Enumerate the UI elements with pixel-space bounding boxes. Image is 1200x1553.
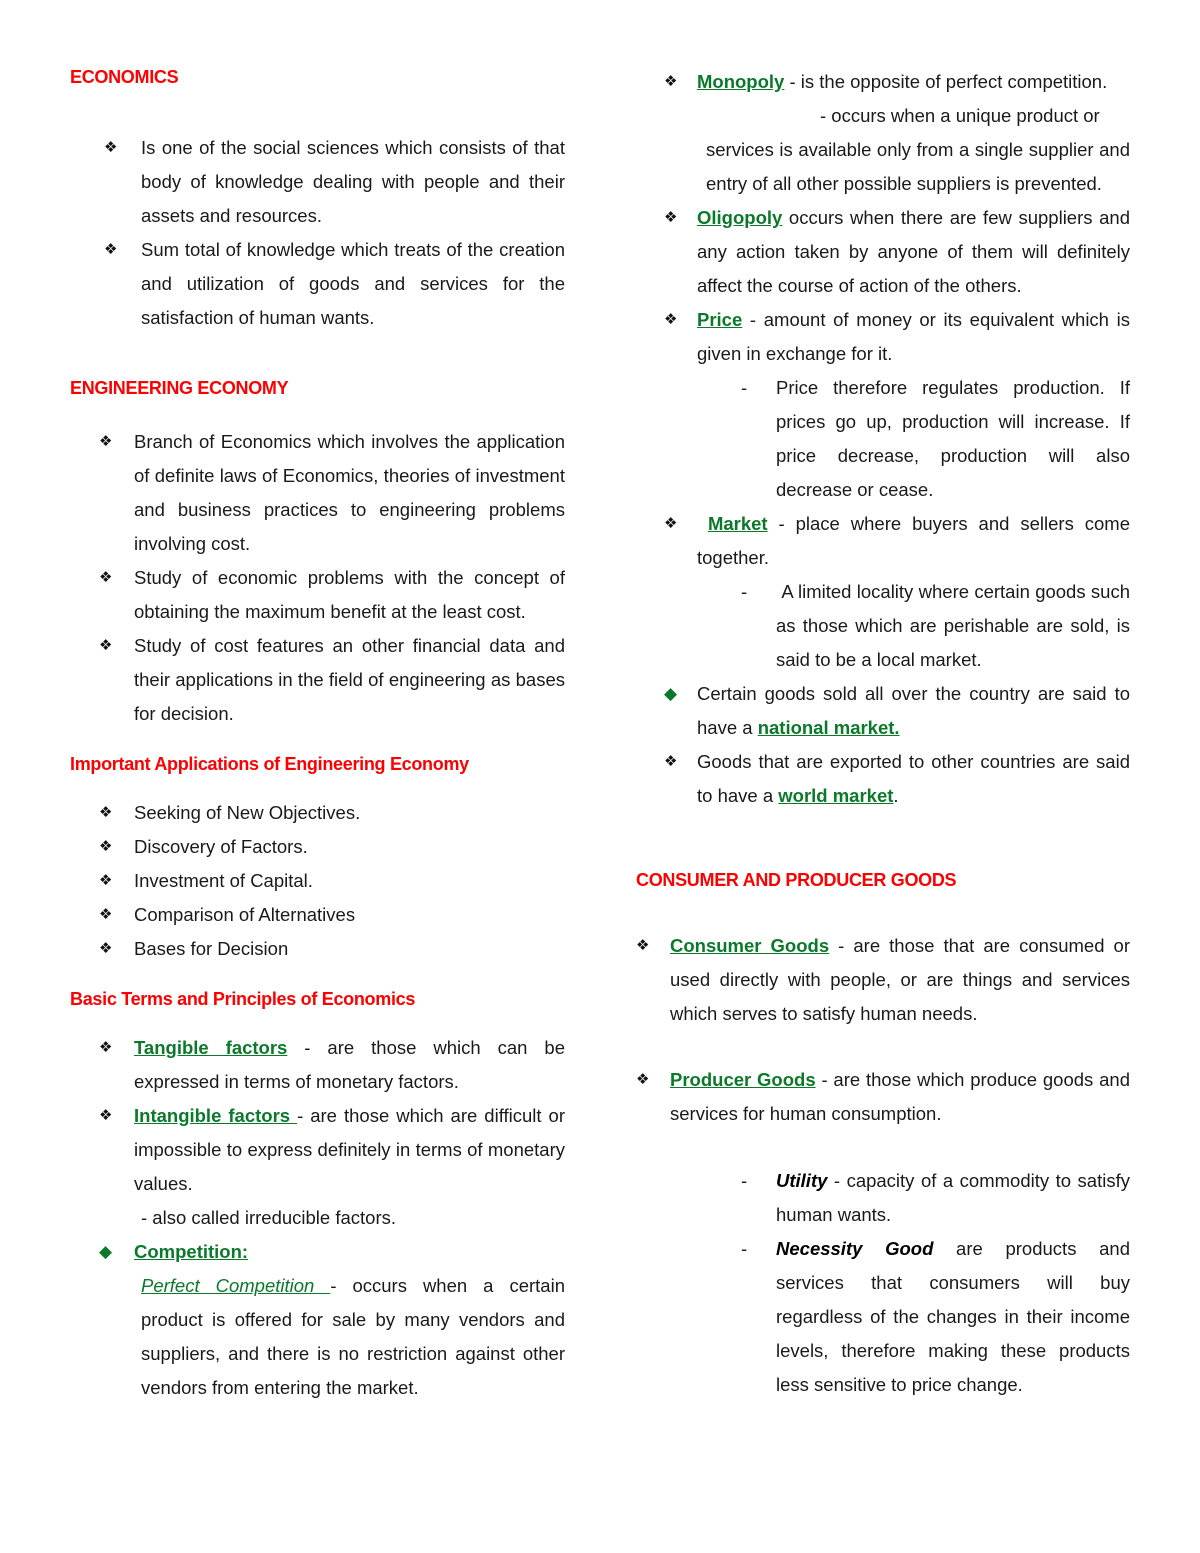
diamond-dots-bullet-icon: ❖: [99, 433, 113, 450]
diamond-dots-bullet-icon: ❖: [664, 209, 678, 226]
list-item: ❖ Market - place where buyers and sellers come together.: [697, 507, 1130, 575]
intangible-note: - also called irreducible factors.: [141, 1207, 396, 1228]
list-item: ❖ Tangible factors - are those which can be expressed in terms of monetary factors.: [134, 1031, 565, 1099]
diamond-dots-bullet-icon: ❖: [104, 139, 118, 156]
dash-bullet-icon: -: [741, 1238, 748, 1259]
list-item: ❖ Oligopoly occurs when there are few suppliers and any action taken by anyone of them will definitely affect the course of action of the others.: [697, 201, 1130, 303]
right-column: [636, 60, 1130, 1402]
market-subitem: - A limited locality where certain goods such as those which are perishable are sold, is said to be a local market.: [697, 575, 1130, 677]
diamond-dots-bullet-icon: ❖: [99, 940, 113, 957]
left-column: [70, 60, 565, 1405]
dash-bullet-icon: -: [741, 377, 748, 398]
monopoly-detail-b: services is available only from a single supplier and entry of all other possible suppliers is prevented.: [706, 139, 1130, 194]
diamond-dots-bullet-icon: ❖: [664, 311, 678, 328]
perfect-competition-item: Perfect Competition - occurs when a certain product is offered for sale by many vendors and suppliers, and there is no restriction against other vendors from entering the market.: [141, 1275, 565, 1398]
list-item: ❖ Goods that are exported to other countries are said to have a world market.: [697, 745, 1130, 813]
diamond-dots-bullet-icon: ❖: [99, 637, 113, 654]
diamond-dots-bullet-icon: ❖: [99, 906, 113, 923]
monopoly-term: Monopoly: [697, 71, 785, 92]
list-item: ❖ Bases for Decision: [134, 932, 565, 966]
dash-bullet-icon: -: [741, 1170, 748, 1191]
list-item: ❖ Consumer Goods - are those that are consumed or used directly with people, or are things and services which serves to satisfy human needs.: [670, 929, 1130, 1031]
tangible-factors-term: Tangible factors: [134, 1037, 288, 1058]
applications-heading: Important Applications of Engineering Economy: [70, 754, 469, 774]
oligopoly-term: Oligopoly: [697, 207, 783, 228]
diamond-dots-bullet-icon: ❖: [664, 73, 678, 90]
list-item: ❖ Seeking of New Objectives.: [134, 796, 565, 830]
price-subitem: - Price therefore regulates production. If prices go up, production will increase. If price decrease, production will also decrease or cease.: [697, 371, 1130, 507]
utility-subitem: - Utility - capacity of a commodity to satisfy human wants.: [670, 1164, 1130, 1232]
necessity-good-term: Necessity Good: [776, 1238, 934, 1259]
list-item: ❖ Study of economic problems with the concept of obtaining the maximum benefit at the least cost.: [134, 561, 565, 629]
list-item: ❖ Investment of Capital.: [134, 864, 565, 898]
filled-diamond-bullet-icon: ◆: [664, 684, 678, 703]
diamond-dots-bullet-icon: ❖: [99, 838, 113, 855]
intangible-factors-term: Intangible factors: [134, 1105, 298, 1126]
diamond-dots-bullet-icon: ❖: [664, 515, 678, 532]
national-market-term: national market.: [757, 717, 900, 738]
competition-term: Competition:: [134, 1241, 249, 1262]
list-item: ❖ Intangible factors - are those which are difficult or impossible to express definitely in terms of monetary values.: [134, 1099, 565, 1201]
applications-list: [99, 796, 565, 966]
price-term: Price: [697, 309, 743, 330]
filled-diamond-bullet-icon: ◆: [99, 1242, 113, 1261]
list-item: ❖ Monopoly - is the opposite of perfect competition.: [697, 65, 1130, 99]
list-item: ◆ Certain goods sold all over the country are said to have a national market.: [697, 677, 1130, 745]
market-structures-list: [664, 60, 1131, 808]
list-item: ❖ Comparison of Alternatives: [134, 898, 565, 932]
diamond-dots-bullet-icon: ❖: [99, 569, 113, 586]
basic-terms-heading: Basic Terms and Principles of Economics: [70, 989, 416, 1009]
list-item: ❖ Sum total of knowledge which treats of the creation and utilization of goods and services for the satisfaction of human wants.: [141, 233, 565, 335]
economics-list: [104, 131, 565, 335]
consumer-goods-term: Consumer Goods: [670, 935, 830, 956]
market-term: Market: [707, 513, 768, 534]
diamond-dots-bullet-icon: ❖: [99, 872, 113, 889]
basic-terms-list: [99, 1031, 565, 1405]
diamond-dots-bullet-icon: ❖: [636, 1071, 650, 1088]
consumer-producer-heading: CONSUMER AND PRODUCER GOODS: [636, 870, 957, 890]
diamond-dots-bullet-icon: ❖: [104, 241, 118, 258]
producer-goods-term: Producer Goods: [670, 1069, 816, 1090]
engineering-economy-list: [99, 425, 565, 731]
engineering-economy-heading: ENGINEERING ECONOMY: [70, 378, 289, 398]
list-item: ❖ Study of cost features an other financial data and their applications in the field of engineering as bases for decision.: [134, 629, 565, 731]
diamond-dots-bullet-icon: ❖: [636, 937, 650, 954]
list-item: ❖ Is one of the social sciences which consists of that body of knowledge dealing with people and their assets and resources.: [141, 131, 565, 233]
monopoly-detail-a: - occurs when a unique product or: [820, 105, 1100, 126]
diamond-dots-bullet-icon: ❖: [664, 753, 678, 770]
diamond-dots-bullet-icon: ❖: [99, 1039, 113, 1056]
necessity-subitem: - Necessity Good are products and services that consumers will buy regardless of the changes in their income levels, therefore making these products less sensitive to price change.: [670, 1232, 1130, 1402]
list-item: ❖ Discovery of Factors.: [134, 830, 565, 864]
diamond-dots-bullet-icon: ❖: [99, 1107, 113, 1124]
goods-list: [636, 929, 1130, 1402]
dash-bullet-icon: -: [741, 581, 748, 602]
diamond-dots-bullet-icon: ❖: [99, 804, 113, 821]
list-item: ❖ Branch of Economics which involves the application of definite laws of Economics, theories of investment and business practices to engineering problems involving cost.: [134, 425, 565, 561]
list-item: ❖ Producer Goods - are those which produce goods and services for human consumption.: [670, 1063, 1130, 1131]
list-item: [99, 1235, 565, 1269]
perfect-competition-term: Perfect Competition: [141, 1275, 331, 1296]
economics-heading: ECONOMICS: [70, 67, 179, 87]
world-market-term: world market: [778, 785, 894, 806]
utility-term: Utility: [776, 1170, 828, 1191]
list-item: ❖ Price - amount of money or its equivalent which is given in exchange for it.: [697, 303, 1130, 371]
